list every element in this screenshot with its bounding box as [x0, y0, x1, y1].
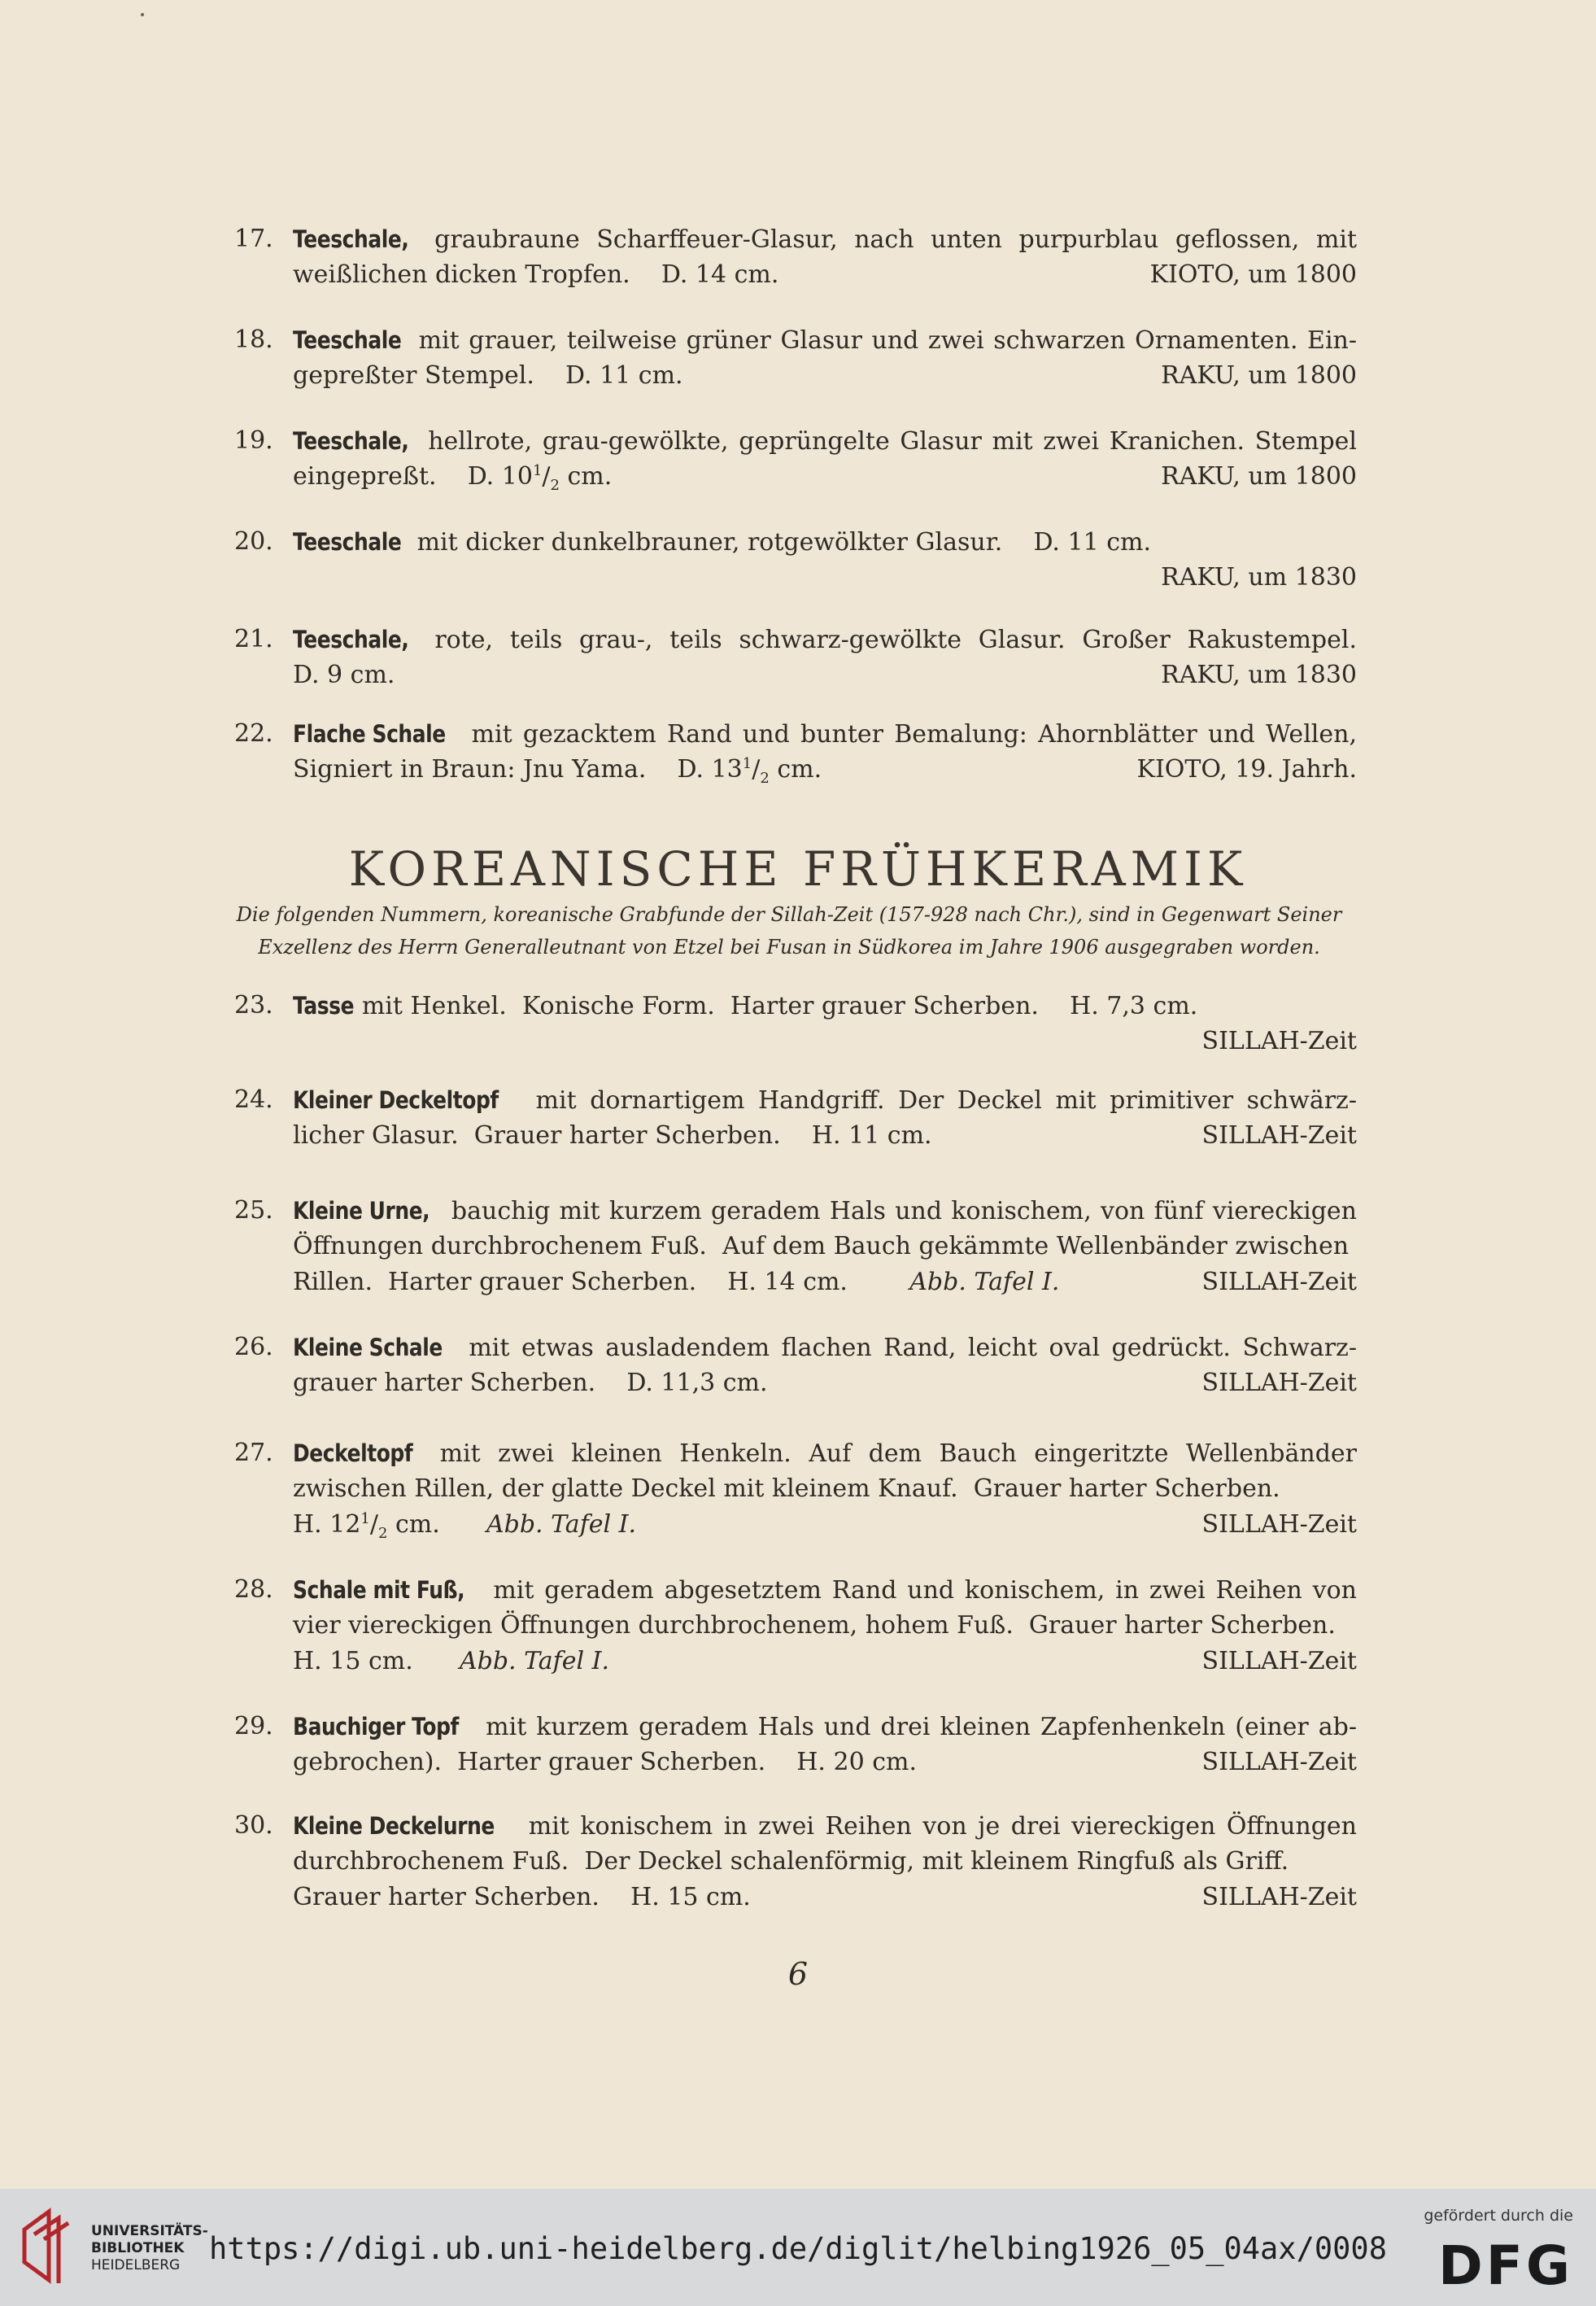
entry-title: Teeschale: [293, 326, 402, 354]
entry-line-text: [293, 1709, 1357, 1745]
entry-line: [293, 358, 1357, 394]
entry-number: 20.: [234, 527, 273, 556]
entry-origin-date: RAKU, um 1800: [1161, 361, 1357, 390]
entry-description: mit dicker dunkelbrauner, rotgewölkter Glasur. D. 11 cm.: [409, 528, 1151, 557]
entry-line: [293, 657, 1357, 693]
speck: [141, 13, 144, 16]
entry-description: 1: [532, 462, 543, 479]
entry-title: Kleine Schale: [293, 1334, 443, 1361]
entry-line: [293, 1880, 1357, 1915]
dfg-logo[interactable]: DFG: [1437, 2234, 1573, 2297]
entry-line: [293, 1435, 1357, 1471]
entry-description: mit gezacktem Rand und bunter Bemalung: Ahornblätter und Wellen,: [460, 720, 1357, 749]
entry-line-text: D. 9 cm.: [293, 661, 395, 689]
entry-text: [293, 524, 1357, 596]
entry-origin-date: SILLAH-Zeit: [1201, 1369, 1357, 1397]
entry-number: 23.: [234, 991, 273, 1020]
entry-line: [293, 1264, 1357, 1300]
entry-origin-date: SILLAH-Zeit: [1201, 1027, 1357, 1055]
entry-line: [293, 1193, 1357, 1229]
entry-number: 19.: [234, 426, 273, 455]
section-intro-line-2: Exzellenz des Herrn Generalleutnant von Etzel bei Fusan in Südkorea im Jahre 1906 ausgegraben worden.: [258, 936, 1320, 959]
entry-number: 29.: [234, 1712, 273, 1740]
entry-title: Kleiner Deckeltopf: [293, 1086, 499, 1114]
ub-line-2: BIBLIOTHEK: [91, 2240, 185, 2256]
entry-line-text: [293, 752, 822, 788]
entry-line: [293, 1024, 1357, 1059]
entry-description: mit konischem in zwei Reihen von je drei viereckigen Öffnungen: [517, 1812, 1357, 1841]
entry-title: Schale mit Fuß,: [293, 1576, 465, 1604]
entry-number: 21.: [234, 625, 273, 653]
entry-origin-date: RAKU, um 1800: [1161, 462, 1357, 491]
entry-title: Teeschale,: [293, 427, 409, 455]
plate-reference: Abb. Tafel I.: [486, 1510, 637, 1539]
entry-line-text: [293, 988, 1197, 1024]
entry-line-text: licher Glasur. Grauer harter Scherben. H. 11 cm.: [293, 1121, 932, 1150]
entry-line-text: [293, 459, 612, 495]
entry-line: [293, 257, 1357, 293]
entry-line: [293, 1572, 1357, 1608]
entry-line-text: [293, 1435, 1357, 1471]
entry-line-text: [293, 1808, 1357, 1844]
entry-text: [293, 716, 1357, 788]
entry-text: [293, 221, 1357, 293]
entry-line: [293, 1844, 1357, 1880]
entry-number: 24.: [234, 1085, 273, 1114]
entry-number: 18.: [234, 325, 273, 354]
entry-line-text: [293, 322, 1357, 358]
entry-description: mit dornartigem Handgriff. Der Deckel mit primitiver schwärz-: [521, 1086, 1357, 1115]
entry-text: [293, 1330, 1357, 1401]
entry-line: [293, 1471, 1357, 1507]
section-heading: KOREANISCHE FRÜHKERAMIK: [348, 841, 1248, 897]
entry-line-text: [293, 716, 1357, 752]
entry-line-text: grauer harter Scherben. D. 11,3 cm.: [293, 1369, 768, 1397]
entry-title: Deckeltopf: [293, 1439, 413, 1467]
entry-title: Tasse: [293, 992, 355, 1020]
entry-line-text: Öffnungen durchbrochenem Fuß. Auf dem Bauch gekämmte Wellenbänder zwischen: [293, 1232, 1350, 1260]
entry-origin-date: SILLAH-Zeit: [1201, 1510, 1357, 1539]
entry-line-text: [293, 1264, 1059, 1300]
entry-line-text: [293, 1082, 1357, 1118]
entry-description: mit grauer, teilweise grüner Glasur und zwei schwarzen Ornamenten. Ein-: [409, 326, 1357, 355]
entry-number: 28.: [234, 1575, 273, 1604]
plate-reference: Abb. Tafel I.: [459, 1647, 610, 1675]
entry-line-text: weißlichen dicken Tropfen. D. 14 cm.: [293, 260, 779, 289]
entry-line: [293, 560, 1357, 596]
entry-description: mit zwei kleinen Henkeln. Auf dem Bauch eingeritzte Wellenbänder: [422, 1439, 1357, 1468]
entry-number: 27.: [234, 1439, 273, 1467]
entry-line-text: vier viereckigen Öffnungen durchbrochenem, hohem Fuß. Grauer harter Scherben.: [293, 1611, 1336, 1640]
entry-origin-date: SILLAH-Zeit: [1201, 1748, 1357, 1776]
entry-title: Kleine Urne,: [293, 1197, 430, 1225]
entry-description: mit Henkel. Konische Form. Harter grauer Scherben. H. 7,3 cm.: [354, 992, 1198, 1020]
entry-line-text: [293, 423, 1357, 459]
entry-description: cm.: [769, 755, 822, 784]
entry-line: [293, 1507, 1357, 1543]
entry-line: [293, 221, 1357, 257]
entry-origin-date: KIOTO, um 1800: [1149, 260, 1357, 289]
entry-line-text: [293, 1193, 1357, 1229]
entry-title: Bauchiger Topf: [293, 1713, 459, 1740]
entry-line: [293, 1745, 1357, 1780]
entry-line-text: [293, 622, 1357, 657]
entry-description: Signiert in Braun: Jnu Yama. D. 13: [293, 755, 743, 784]
section-intro-line-1: Die folgenden Nummern, koreanische Grabfunde der Sillah-Zeit (157-928 nach Chr.), sind in Gegenwart Seiner: [236, 903, 1342, 926]
entry-description: 2: [760, 770, 770, 787]
entry-description: /: [369, 1510, 378, 1539]
entry-text: [293, 1193, 1357, 1300]
entry-description: H. 15 cm.: [293, 1647, 460, 1675]
entry-line: [293, 524, 1357, 560]
entry-line: [293, 1118, 1357, 1154]
entry-origin-date: KIOTO, 19. Jahrh.: [1136, 755, 1357, 784]
entry-line-text: gepreßter Stempel. D. 11 cm.: [293, 361, 683, 390]
entry-origin-date: SILLAH-Zeit: [1201, 1268, 1357, 1296]
entry-line: [293, 1082, 1357, 1118]
page-number: 6: [787, 1956, 809, 1992]
entry-line-text: [293, 1644, 609, 1679]
entry-text: [293, 1572, 1357, 1679]
entry-line-text: [293, 524, 1151, 560]
permalink-url[interactable]: https://digi.ub.uni-heidelberg.de/diglit/helbing1926_05_04ax/0008: [209, 2231, 1387, 2266]
entry-description: cm.: [559, 462, 613, 491]
entry-description: H. 12: [293, 1510, 361, 1539]
entry-origin-date: SILLAH-Zeit: [1201, 1121, 1357, 1150]
entry-title: Teeschale: [293, 528, 402, 556]
entry-title: Kleine Deckelurne: [293, 1812, 495, 1840]
entry-text: [293, 322, 1357, 394]
entry-description: 1: [360, 1510, 370, 1527]
entry-description: graubraune Scharffeuer-Glasur, nach unten purpurblau geflossen, mit: [417, 225, 1357, 254]
entry-description: mit etwas ausladendem flachen Rand, leicht oval gedrückt. Schwarz-: [456, 1334, 1357, 1362]
entry-description: mit kurzem geradem Hals und drei kleinen Zapfenhenkeln (einer ab-: [476, 1713, 1357, 1741]
entry-line: [293, 1365, 1357, 1401]
entry-description: Rillen. Harter grauer Scherben. H. 14 cm.: [293, 1268, 910, 1296]
entry-line: [293, 1330, 1357, 1365]
entry-description: 1: [742, 755, 752, 772]
entry-description: eingepreßt. D. 10: [293, 462, 533, 491]
entry-line-text: Grauer harter Scherben. H. 15 cm.: [293, 1883, 751, 1911]
entry-origin-date: RAKU, um 1830: [1161, 661, 1357, 689]
entry-line-text: zwischen Rillen, der glatte Deckel mit kleinem Knauf. Grauer harter Scherben.: [293, 1474, 1280, 1503]
entry-number: 22.: [234, 719, 273, 748]
entry-text: [293, 1082, 1357, 1154]
entry-line: [293, 752, 1357, 788]
entry-description: cm.: [387, 1510, 486, 1539]
entry-line: [293, 1608, 1357, 1644]
entry-line-text: [293, 1507, 636, 1543]
entry-line: [293, 1808, 1357, 1844]
entry-line-text: [293, 221, 1357, 257]
entry-number: 25.: [234, 1196, 273, 1225]
ub-line-3: HEIDELBERG: [91, 2257, 181, 2273]
entry-text: [293, 622, 1357, 693]
entry-line: [293, 988, 1357, 1024]
entry-description: hellrote, grau-gewölkte, geprüngelte Glasur mit zwei Kranichen. Stempel: [417, 427, 1357, 456]
entry-line-text: [293, 1330, 1357, 1365]
entry-number: 17.: [234, 225, 273, 253]
entry-text: [293, 1808, 1357, 1915]
entry-origin-date: SILLAH-Zeit: [1201, 1647, 1357, 1675]
entry-number: 30.: [234, 1811, 273, 1840]
entry-description: rote, teils grau-, teils schwarz-gewölkte Glasur. Großer Rakustempel.: [417, 626, 1357, 654]
entry-line: [293, 1709, 1357, 1745]
entry-text: [293, 1709, 1357, 1780]
entry-text: [293, 988, 1357, 1059]
entry-description: /: [542, 462, 551, 491]
entry-origin-date: RAKU, um 1830: [1161, 563, 1357, 592]
plate-reference: Abb. Tafel I.: [909, 1268, 1060, 1296]
viewer-footer: [0, 2189, 1596, 2306]
entry-number: 26.: [234, 1333, 273, 1361]
entry-title: Teeschale,: [293, 626, 409, 653]
entry-line: [293, 716, 1357, 752]
entry-line: [293, 459, 1357, 495]
entry-line: [293, 1644, 1357, 1679]
entry-text: [293, 423, 1357, 495]
entry-line-text: durchbrochenem Fuß. Der Deckel schalenförmig, mit kleinem Ringfuß als Griff.: [293, 1847, 1289, 1876]
entry-origin-date: SILLAH-Zeit: [1201, 1883, 1357, 1911]
entry-line: [293, 423, 1357, 459]
entry-line: [293, 622, 1357, 657]
entry-description: 2: [550, 477, 560, 494]
ub-line-1: UNIVERSITÄTS-: [91, 2223, 208, 2239]
entry-line-text: gebrochen). Harter grauer Scherben. H. 20 cm.: [293, 1748, 917, 1776]
entry-description: mit geradem abgesetztem Rand und konischem, in zwei Reihen von: [482, 1576, 1357, 1605]
entry-text: [293, 1435, 1357, 1543]
entry-line: [293, 322, 1357, 358]
entry-line-text: [293, 1572, 1357, 1608]
entry-title: Teeschale,: [293, 225, 409, 253]
entry-title: Flache Schale: [293, 720, 446, 748]
entry-description: /: [752, 755, 761, 784]
entry-description: bauchig mit kurzem geradem Hals und konischem, von fünf viereckigen: [442, 1197, 1357, 1225]
entry-description: 2: [377, 1525, 388, 1542]
entry-line: [293, 1229, 1357, 1264]
dfg-funding-label: gefördert durch die: [1424, 2207, 1573, 2225]
